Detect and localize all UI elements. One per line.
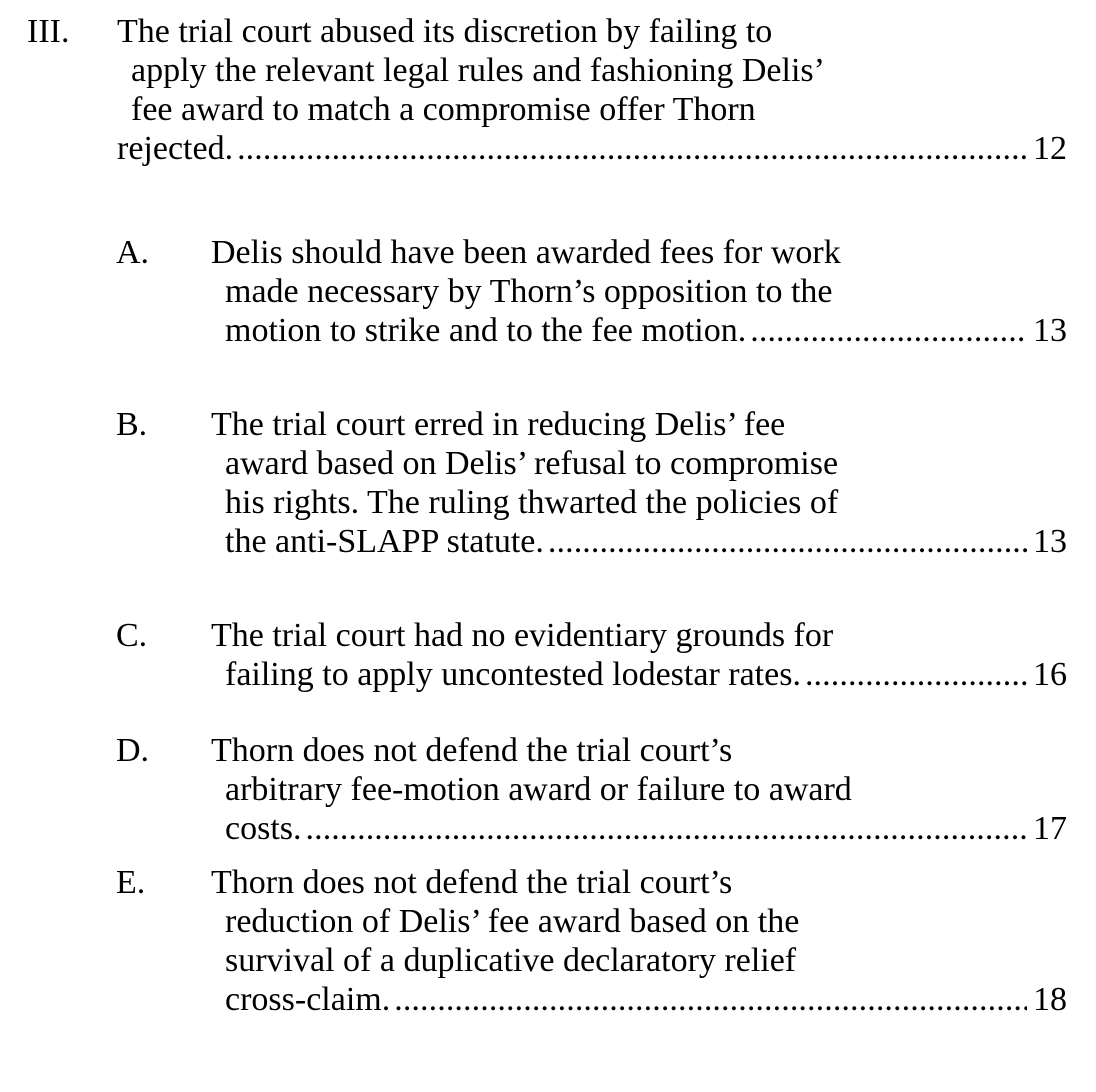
toc-entry-line: the anti-SLAPP statute.	[225, 523, 544, 560]
toc-entry-last-line	[211, 980, 1067, 1019]
toc-entry-text	[117, 12, 1067, 168]
toc-entry-line: costs.	[225, 810, 302, 847]
toc-entry-last-line	[211, 522, 1067, 561]
toc-entry-page: 16	[1033, 656, 1067, 693]
toc-entry-line: apply the relevant legal rules and fashioning Delis’	[131, 52, 825, 89]
toc-entry-letter: D.	[116, 732, 150, 769]
toc-entry-line: rejected.	[117, 130, 234, 167]
toc-entry-line: award based on Delis’ refusal to compromise	[225, 445, 839, 482]
toc-entry-page: 18	[1033, 981, 1067, 1018]
dot-leader	[394, 980, 1027, 1019]
toc-entry-line: reduction of Delis’ fee award based on the	[225, 903, 800, 940]
toc-entry-page: 17	[1033, 810, 1067, 847]
toc-entry-letter: A.	[116, 234, 150, 271]
toc-entry-page: 13	[1033, 312, 1067, 349]
toc-entry-text	[211, 863, 1067, 1019]
toc-entry-line: The trial court abused its discretion by failing to	[117, 13, 773, 50]
toc-entry-page: 12	[1033, 130, 1067, 167]
toc-entry-line: cross-claim.	[225, 981, 391, 1018]
toc-entry-letter: C.	[116, 617, 148, 654]
toc-entry-number: III.	[27, 13, 70, 50]
toc-entry-line: The trial court erred in reducing Delis’ fee	[211, 406, 786, 443]
toc-entry-letter: B.	[116, 406, 148, 443]
toc-entry-last-line	[117, 129, 1067, 168]
toc-entry-line: Delis should have been awarded fees for work	[211, 234, 841, 271]
dot-leader	[548, 522, 1027, 561]
toc-entry-line: motion to strike and to the fee motion.	[225, 312, 747, 349]
toc-entry-line: failing to apply uncontested lodestar rates.	[225, 656, 801, 693]
dot-leader	[805, 655, 1027, 694]
toc-entry-text	[211, 233, 1067, 350]
toc-entry-line: Thorn does not defend the trial court’s	[211, 864, 733, 901]
toc-entry-last-line	[211, 655, 1067, 694]
toc-entry-line: made necessary by Thorn’s opposition to the	[225, 273, 833, 310]
toc-entry-line: The trial court had no evidentiary grounds for	[211, 617, 834, 654]
toc-entry-text	[211, 731, 1067, 848]
toc-entry-last-line	[211, 311, 1067, 350]
toc-entry-text	[211, 405, 1067, 561]
toc-entry-line: survival of a duplicative declaratory relief	[225, 942, 797, 979]
toc-entry-line: arbitrary fee-motion award or failure to award	[225, 771, 852, 808]
toc-entry-line: fee award to match a compromise offer Thorn	[131, 91, 756, 128]
toc-entry-line: his rights. The ruling thwarted the policies of	[225, 484, 839, 521]
toc-entry-line: Thorn does not defend the trial court’s	[211, 732, 733, 769]
toc-entry-letter: E.	[116, 864, 146, 901]
toc-entry-text	[211, 616, 1067, 694]
toc-entry-page: 13	[1033, 523, 1067, 560]
dot-leader	[750, 311, 1027, 350]
dot-leader	[237, 129, 1027, 168]
dot-leader	[306, 809, 1028, 848]
toc-entry-last-line	[211, 809, 1067, 848]
